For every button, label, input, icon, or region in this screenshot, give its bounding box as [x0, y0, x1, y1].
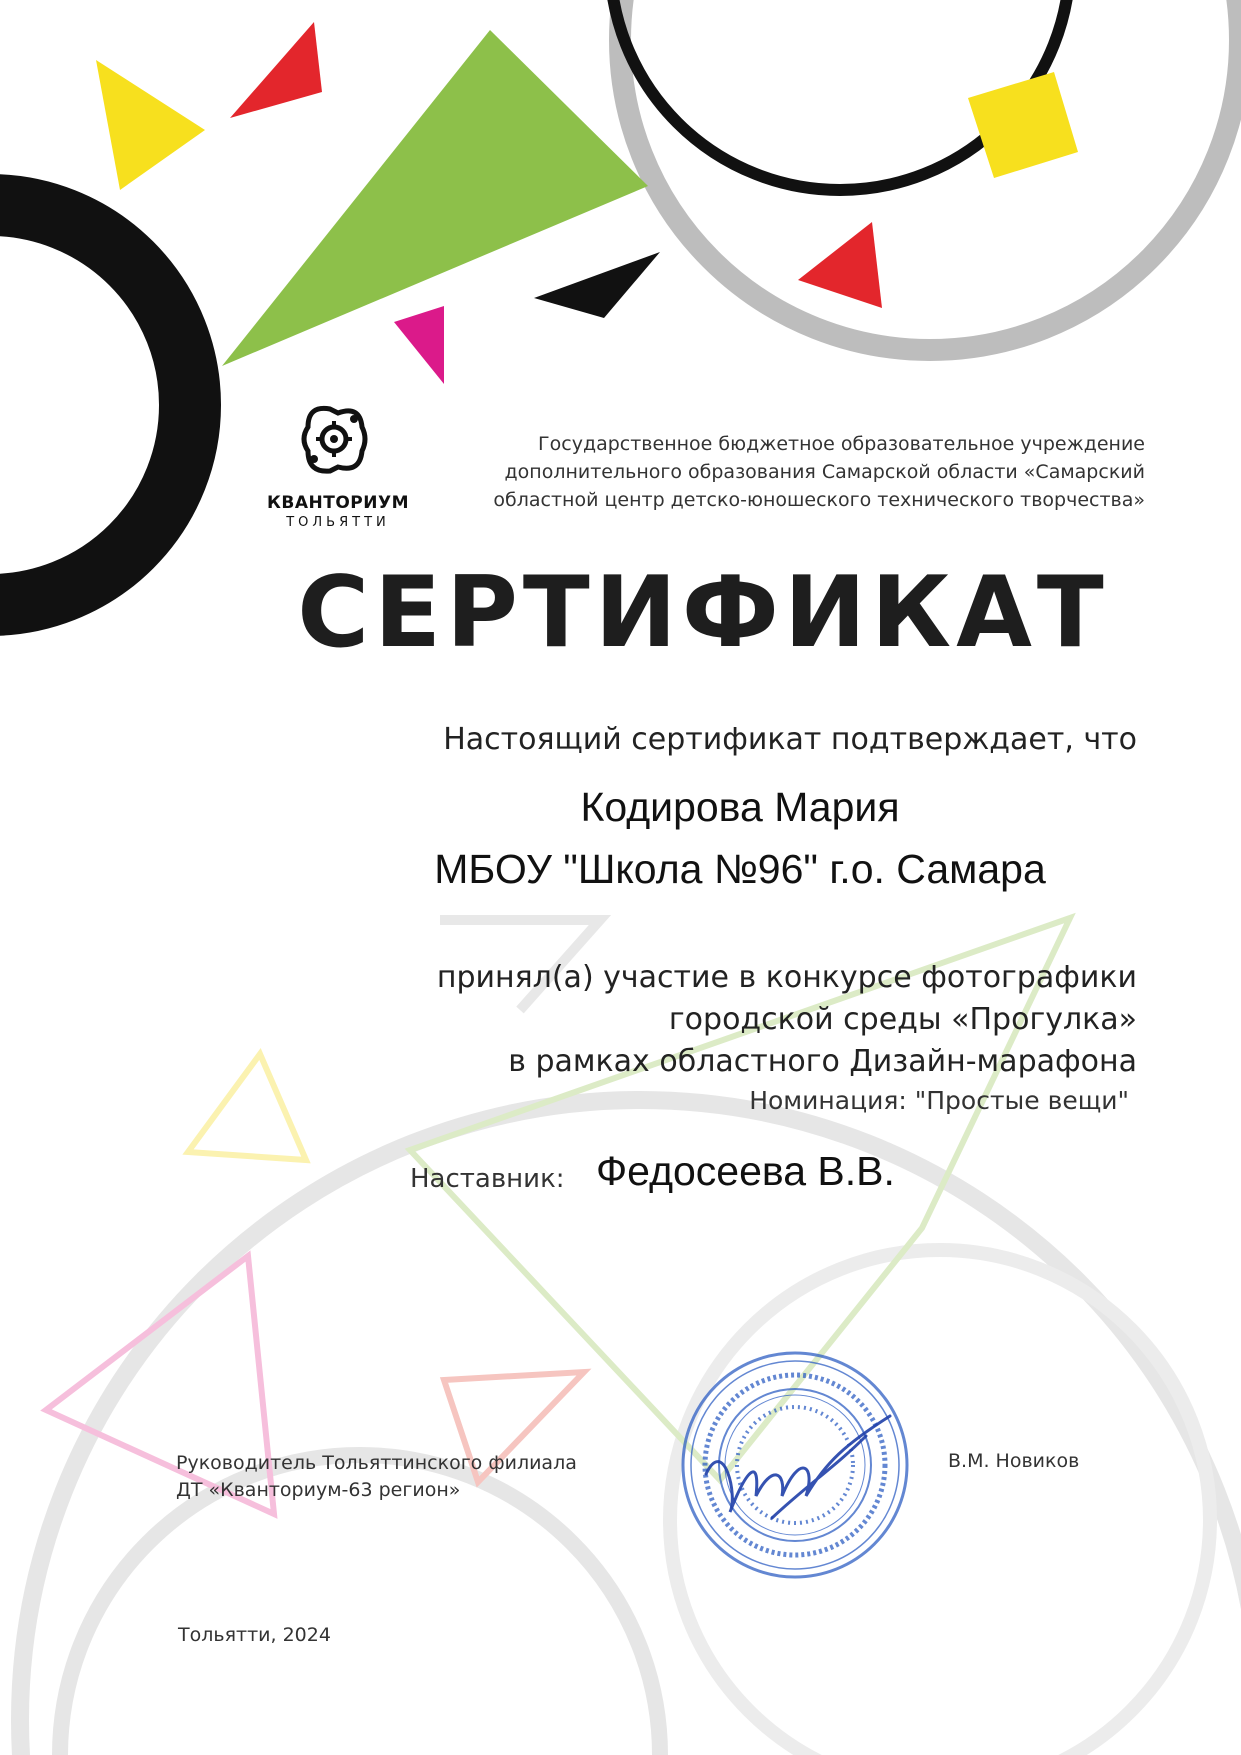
certificate-intro: Настоящий сертификат подтверждает, что	[443, 722, 1137, 757]
recipient-school: МБОУ "Школа №96" г.о. Самара	[434, 846, 1046, 892]
logo-name: КВАНТОРИУМ	[267, 493, 409, 513]
magenta-triangle	[394, 306, 444, 384]
black-ring-left	[0, 205, 190, 605]
signer-role-line: Руководитель Тольяттинского филиала	[176, 1452, 577, 1474]
organization-line: областной центр детско-юношеского технического творчества»	[493, 489, 1145, 511]
faint-yellow-triangle	[188, 1054, 306, 1160]
certificate-body	[437, 957, 1137, 1083]
body-line: городской среды «Прогулка»	[668, 1002, 1137, 1037]
yellow-square	[968, 72, 1078, 178]
signer-role	[176, 1450, 577, 1504]
body-line: в рамках областного Дизайн-марафона	[508, 1044, 1137, 1079]
faint-ring-large	[20, 1100, 1241, 1755]
body-line: принял(а) участие в конкурсе фотографики	[436, 960, 1137, 995]
place-and-year: Тольятти, 2024	[178, 1624, 331, 1646]
nomination: Номинация: "Простые вещи"	[749, 1086, 1129, 1115]
yellow-triangle	[96, 60, 205, 190]
certificate-title: СЕРТИФИКАТ	[297, 556, 1109, 670]
signer-role-line: ДТ «Кванториум-63 регион»	[176, 1479, 461, 1501]
mentor-label: Наставник:	[410, 1164, 565, 1194]
official-stamp	[676, 1346, 914, 1584]
mentor-name: Федосеева В.В.	[596, 1148, 895, 1194]
red-triangle-right	[798, 222, 882, 308]
recipient-name: Кодирова Мария	[580, 784, 900, 830]
official-stamp-icon	[676, 1346, 914, 1584]
kvantorium-logo-icon	[292, 397, 376, 481]
kvantorium-logo	[292, 397, 376, 481]
red-triangle-top	[230, 22, 322, 118]
organization-name	[425, 430, 1145, 514]
organization-line: дополнительного образования Самарской области «Самарский	[504, 461, 1145, 483]
black-triangle	[534, 252, 660, 318]
logo-city: ТОЛЬЯТТИ	[286, 515, 390, 530]
organization-line: Государственное бюджетное образовательное учреждение	[538, 433, 1145, 455]
signer-name: В.М. Новиков	[948, 1450, 1080, 1472]
